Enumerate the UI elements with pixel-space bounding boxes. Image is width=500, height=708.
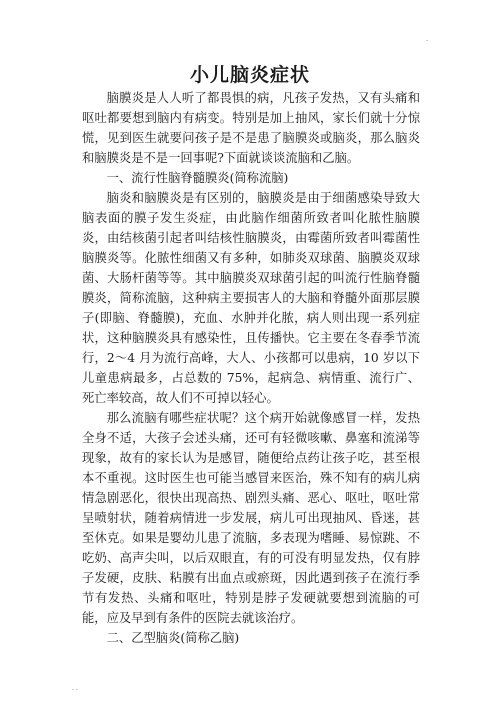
document-body (82, 88, 420, 648)
section-1-heading: 一、流行性脑脊髓膜炎(简称流脑) (106, 171, 289, 185)
section-1-paragraph-1: 脑炎和脑膜炎是有区别的，脑膜炎是由于细菌感染导致大脑表面的膜子发生炎症，由此脑作细菌所致者叫化脓性脑膜炎，由结核菌引起者叫结核性脑膜炎，由霉菌所致者叫霉菌性脑膜炎等。化脓性细菌又有多种，如肺炎双球菌、脑膜炎双球菌、大肠杆菌等等。其中脑膜炎双球菌引起的叫流行性脑脊髓膜炎，简称流脑，这种病主要损害人的大脑和脊髓外面那层膜子(即脑、脊髓膜)，充血、水肿并化脓，病人则出现一系列症状，这种脑膜炎具有感染性，且传播快。它主要在冬春季节流行，2～4 月为流行高峰，大人、小孩都可以患病，10 岁以下儿童患病最多，占总数的 75%，起病急、病情重、流行广、死亡率较高，故人们不可掉以轻心。 (82, 191, 420, 405)
document-title: 小儿脑炎症状 (189, 64, 310, 86)
section-1-paragraph-2: 那么流脑有哪些症状呢？这个病开始就像感冒一样，发热全身不适，大孩子会述头痛，还可有轻微咳嗽、鼻塞和流涕等现象，故有的家长认为是感冒，随便给点药让孩子吃，甚至根本不重视。这时医生也可能当感冒来医治，殊不知有的病儿病情急剧恶化，很快出现高热、剧烈头痛、恶心、呕吐，呕吐常呈喷射状，随着病情进一步发展，病儿可出现抽风、昏迷，甚至休克。如果是婴幼儿患了流脑，多表现为嗜睡、易惊跳、不吃奶、高声尖叫，以后双眼直，有的可没有明显发热，仅有脖子发硬，皮肤、粘膜有出血点或瘀斑，因此遇到孩子在流行季节有发热、头痛和呕吐，特别是脖子发硬就要想到流脑的可能，应及早到有条件的医院去就该治疗。 (82, 411, 420, 625)
section-2-heading: 二、乙型脑炎(简称乙脑) (106, 631, 240, 645)
footer-mark: . . (72, 685, 78, 692)
corner-mark: . (426, 36, 428, 43)
intro-paragraph: 脑膜炎是人人听了都畏惧的病，凡孩子发热，又有头痛和呕吐都要想到脑内有病变。特别是加上抽风，家长们就十分惊慌，见到医生就要问孩子是不是患了脑膜炎或脑炎，那么脑炎和脑膜炎是不是一回事呢?下面就谈谈流脑和乙脑。 (82, 91, 420, 165)
